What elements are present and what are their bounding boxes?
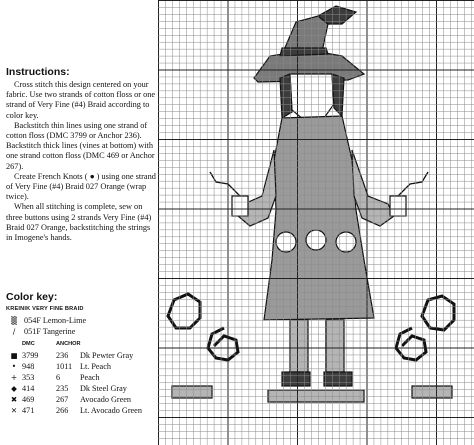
braid-header: KREINIK VERY FINE BRAID (6, 306, 84, 312)
key-row-floss (6, 405, 142, 416)
dmc-number: 471 (22, 406, 35, 415)
dmc-number: 353 (22, 373, 35, 382)
anchor-number: 6 (56, 373, 61, 382)
witch-shoe-right (324, 372, 352, 386)
dress-button-left (276, 232, 296, 252)
witch-hair-left (280, 74, 292, 118)
ground-patch-right (412, 386, 452, 398)
witch-hand-left (232, 196, 248, 216)
ground-patch-center (268, 390, 364, 402)
color-key-heading: Color key: (6, 291, 58, 303)
key-label: 054F Lemon-Lime (24, 316, 87, 325)
witch-hand-right (390, 196, 406, 216)
grid-square-icon: ▒ (11, 316, 17, 325)
dmc-number: 469 (22, 395, 35, 404)
slash-icon: ∕ (12, 327, 16, 336)
instructions-heading: Instructions: (6, 66, 70, 78)
anchor-number: 236 (56, 351, 69, 360)
anchor-column-header: ANCHOR (56, 341, 81, 347)
instructions-paragraph: Create French Knots ( ● ) using one strand of Very Fine (#4) Braid 027 Orange (wrap twice). (6, 171, 156, 202)
dmc-column-header: DMC (22, 341, 35, 347)
dmc-number: 414 (22, 384, 35, 393)
color-name: Avocado Green (80, 395, 131, 404)
witch-shoe-left (282, 372, 310, 386)
pattern-text-column (0, 0, 160, 445)
x-icon: ✖ (10, 395, 18, 404)
dmc-number: 948 (22, 362, 35, 371)
key-row-floss (6, 383, 127, 394)
key-row-braid (6, 326, 75, 337)
dress-button-center (306, 230, 326, 250)
color-name: Dk Pewter Gray (80, 351, 134, 360)
color-name: Dk Steel Gray (80, 384, 127, 393)
key-row-floss (6, 350, 133, 361)
instructions-body (6, 80, 158, 243)
anchor-number: 1011 (56, 362, 73, 371)
dmc-number: 3799 (22, 351, 39, 360)
key-label: 051F Tangerine (24, 327, 76, 336)
anchor-number: 235 (56, 384, 69, 393)
cross-icon: ✕ (10, 406, 18, 415)
instructions-paragraph: Cross stitch this design centered on your fabric. Use two strands of cotton floss or one strand of Very Fine (#4) Braid according to color key. (6, 80, 156, 120)
witch-leg-right (326, 320, 344, 372)
ground-patch-left (172, 386, 212, 398)
witch-leg-left (290, 320, 308, 372)
anchor-number: 267 (56, 395, 69, 404)
color-name: Lt. Avocado Green (80, 406, 142, 415)
instructions-paragraph: When all stitching is complete, sew on three buttons using 2 strands Very Fine (#4) Braid 027 Orange, backstitching the strings in Imogene's hands. (6, 202, 152, 243)
color-name: Peach (80, 373, 100, 382)
key-row-braid (6, 315, 86, 326)
anchor-number: 266 (56, 406, 69, 415)
diamond-icon: ◆ (11, 384, 17, 393)
filled-square-icon: ■ (10, 351, 18, 360)
cross-stitch-chart (158, 0, 474, 445)
key-row-floss (6, 361, 111, 372)
key-row-floss (6, 372, 100, 383)
witch-face (290, 74, 334, 120)
plus-icon: + (10, 373, 18, 382)
instructions-paragraph: Backstitch thin lines using one strand of cotton floss (DMC 3799 or Anchor 236). Backstitch thick lines (vines at bottom) with one strand cotton floss (DMC 469 or Anchor 267). (6, 120, 155, 171)
key-row-floss (6, 394, 131, 405)
dot-icon: • (11, 362, 17, 371)
color-name: Lt. Peach (80, 362, 111, 371)
